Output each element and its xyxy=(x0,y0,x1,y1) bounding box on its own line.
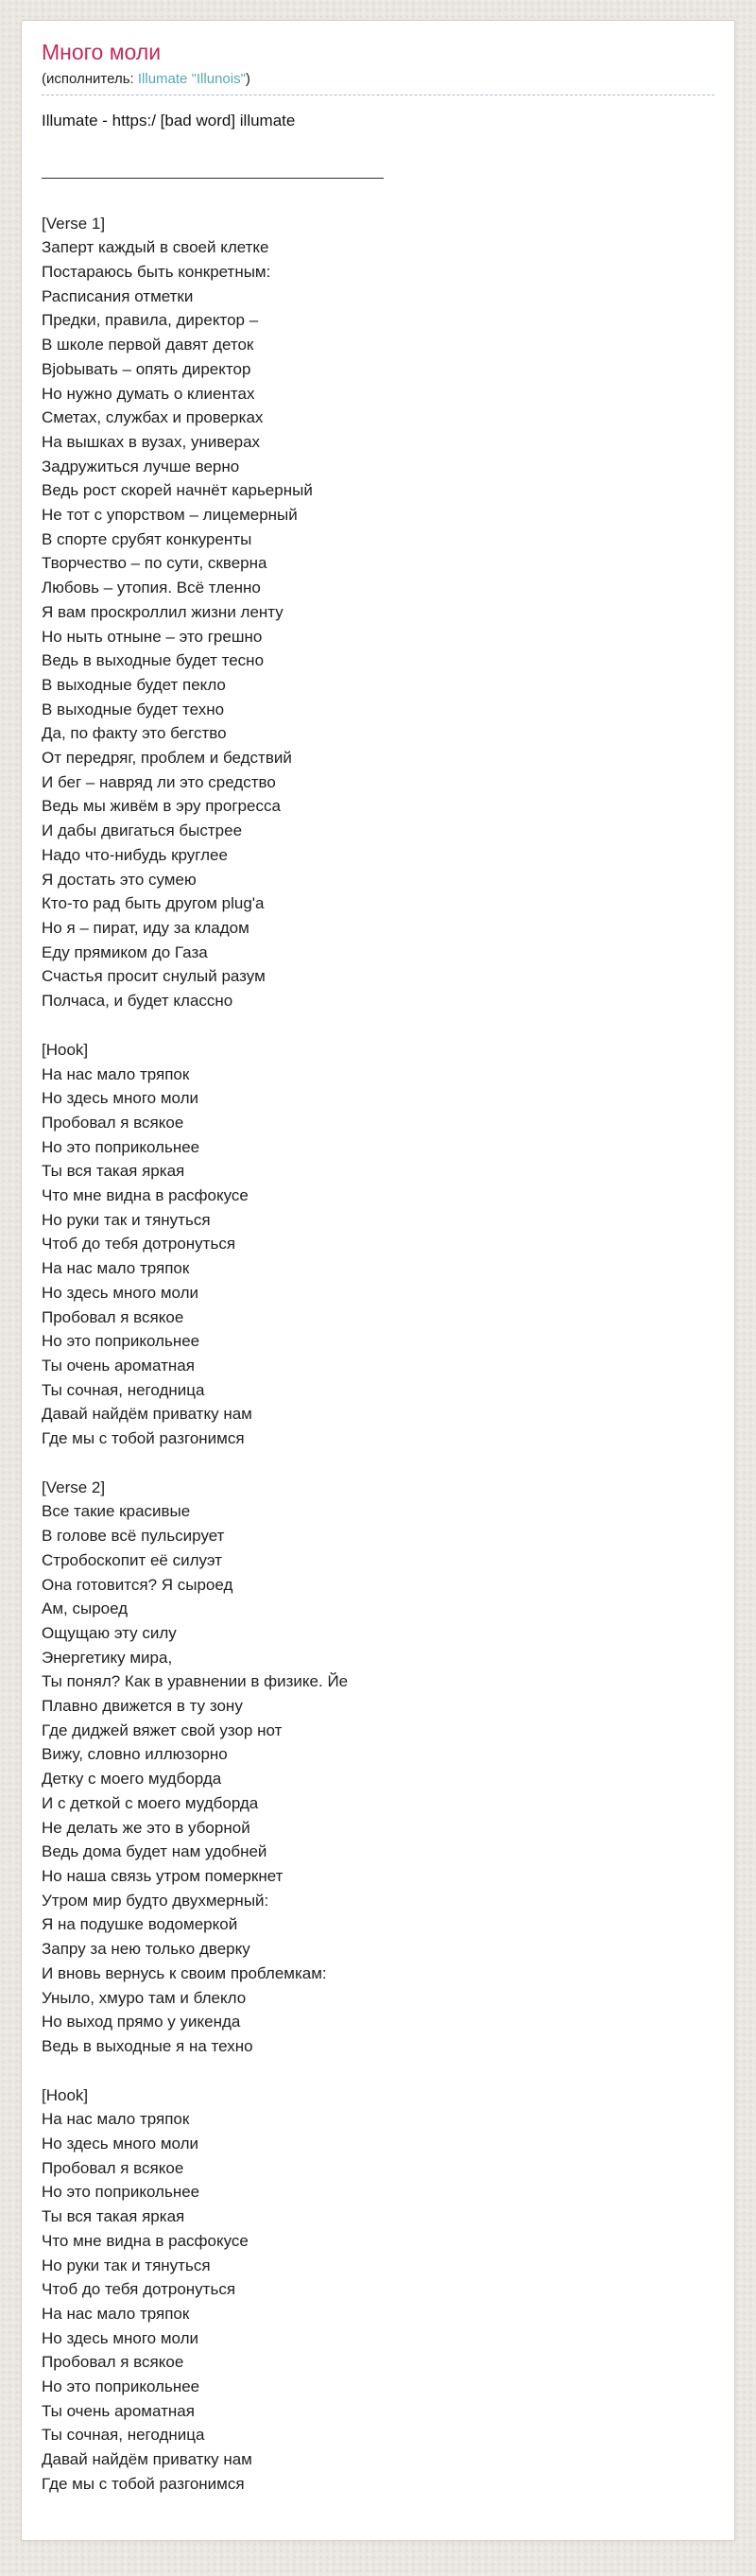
lyric-line: И дабы двигаться быстрее xyxy=(42,821,243,840)
lyric-line: В голове всё пульсирует xyxy=(42,1527,225,1546)
lyric-line: Ты очень ароматная xyxy=(42,2401,195,2420)
lyric-line: Пробовал я всякое xyxy=(42,1307,184,1326)
lyric-line: Она готовится? Я сыроед xyxy=(42,1575,233,1594)
lyric-line: Пробовал я всякое xyxy=(42,2158,184,2177)
lyric-line: Сметах, службах и проверках xyxy=(42,408,264,427)
lyric-line: [Verse 1] xyxy=(42,214,106,233)
lyric-line: Но я – пират, иду за кладом xyxy=(42,918,249,937)
lyric-line: Пробовал я всякое xyxy=(42,2353,184,2372)
lyric-line: Уныло, хмуро там и блекло xyxy=(42,1988,247,2007)
lyric-line: Ведь рост скорей начнёт карьерный xyxy=(42,481,313,500)
lyric-line: Ты понял? Как в уравнении в физике. Йе xyxy=(42,1672,349,1691)
lyric-line: В выходные будет техно xyxy=(42,700,225,718)
lyric-line: Задружиться лучше верно xyxy=(42,457,240,475)
lyric-line: Я достать это сумею xyxy=(42,870,197,889)
lyric-line: [Hook] xyxy=(42,1040,89,1059)
lyric-line: Ты очень ароматная xyxy=(42,1356,195,1374)
lyric-line: Энергетику мира, xyxy=(42,1648,173,1667)
lyric-line: Ты вся такая яркая xyxy=(42,1162,185,1181)
lyric-line: Чтоб до тебя дотронуться xyxy=(42,1235,236,1253)
lyric-line: В выходные будет пекло xyxy=(42,675,226,694)
lyric-line: Но здесь много моли xyxy=(42,2328,199,2347)
lyric-line: Не тот с упорством – лицемерный xyxy=(42,506,298,525)
lyric-line: Я на подушке водомеркой xyxy=(42,1915,238,1934)
lyric-line: [Hook] xyxy=(42,2085,89,2104)
lyric-line: Постараюсь быть конкретным: xyxy=(42,263,271,281)
lyric-line: И с деткой с моего мудборда xyxy=(42,1793,259,1812)
lyric-line: На нас мало тряпок xyxy=(42,1259,190,1278)
artist-suffix: ) xyxy=(245,70,250,87)
lyric-line: Да, по факту это бегство xyxy=(42,724,227,743)
lyric-line: Давай найдём приватку нам xyxy=(42,1405,252,1424)
lyric-line: И бег – навряд ли это средство xyxy=(42,772,276,791)
lyric-line: Стробоскопит её силуэт xyxy=(42,1550,222,1569)
lyric-line: На нас мало тряпок xyxy=(42,2110,190,2129)
lyric-line: Но руки так и тянуться xyxy=(42,1210,211,1229)
lyric-line: Я вам проскроллил жизни ленту xyxy=(42,602,284,621)
lyric-line: В спорте срубят конкуренты xyxy=(42,529,252,548)
lyric-line: Но ныть отныне – это грешно xyxy=(42,627,263,646)
lyric-line: Но это поприкольнее xyxy=(42,2183,200,2202)
lyric-line: Заперт каждый в своей клетке xyxy=(42,238,269,257)
lyric-line: Но наша связь утром померкнет xyxy=(42,1867,284,1885)
lyric-line: Но нужно думать о клиентах xyxy=(42,384,255,403)
lyric-line: Где мы с тобой разгонимся xyxy=(42,1429,245,1448)
lyric-line: На нас мало тряпок xyxy=(42,1064,190,1083)
lyric-line: Детку с моего мудборда xyxy=(42,1770,222,1789)
lyric-line: И вновь вернусь к своим проблемкам: xyxy=(42,1963,327,1982)
lyric-line: Но здесь много моли xyxy=(42,2135,199,2153)
divider-line xyxy=(42,178,384,179)
lyric-line: Еду прямиком до Газа xyxy=(42,942,208,961)
lyric-line: Вjobывать – опять директор xyxy=(42,359,251,378)
lyric-line: Но руки так и тянуться xyxy=(42,2256,211,2274)
lyric-line: От передряг, проблем и бедствий xyxy=(42,749,292,768)
lyric-line: Пробовал я всякое xyxy=(42,1113,184,1132)
lyric-line: Расписания отметки xyxy=(42,286,194,305)
lyric-line: Утром мир будто двухмерный: xyxy=(42,1891,269,1910)
lyric-line: Ведь в выходные будет тесно xyxy=(42,651,265,670)
lyric-line: Ведь в выходные я на техно xyxy=(42,2036,253,2055)
artist-line xyxy=(42,71,714,95)
lyric-line: Ведь мы живём в эру прогресса xyxy=(42,797,281,816)
lyric-line: Давай найдём приватку нам xyxy=(42,2450,252,2469)
lyric-line: Что мне видна в расфокусе xyxy=(42,1186,249,1205)
lyric-line: Но это поприкольнее xyxy=(42,1137,200,1156)
lyric-line: Не делать же это в уборной xyxy=(42,1818,250,1837)
lyric-line: Кто-то рад быть другом plug'a xyxy=(42,894,265,913)
artist-link[interactable]: Illumate "Illunois" xyxy=(137,70,246,87)
lyric-line: Надо что-нибудь круглее xyxy=(42,845,228,864)
lyric-line: Предки, правила, директор – xyxy=(42,311,259,330)
lyric-section xyxy=(42,1476,714,2059)
lyric-line: Ты сочная, негодница xyxy=(42,2426,205,2445)
lyric-line: Но выход прямо у уикенда xyxy=(42,2013,241,2031)
lyric-line: Все такие красивые xyxy=(42,1502,191,1521)
lyric-line: Что мне видна в расфокусе xyxy=(42,2231,249,2250)
lyric-section xyxy=(42,2083,714,2497)
lyrics-card xyxy=(21,20,735,2541)
lyric-line: Ведь дома будет нам удобней xyxy=(42,1842,267,1861)
lyric-line: Запру за нею только дверку xyxy=(42,1940,250,1959)
lyric-line: В школе первой давят деток xyxy=(42,336,254,354)
lyric-line: Где диджей вяжет свой узор нот xyxy=(42,1720,283,1739)
lyric-line: Ам, сыроед xyxy=(42,1599,129,1618)
lyric-line: Но здесь много моли xyxy=(42,1089,199,1108)
lyric-line: Где мы с тобой разгонимся xyxy=(42,2474,245,2493)
lyric-section xyxy=(42,212,714,1013)
lyric-line: На вышках в вузах, универах xyxy=(42,432,261,451)
track-subtitle: Illumate - https:/ [bad word] illumate xyxy=(42,111,296,130)
lyric-line: [Verse 2] xyxy=(42,1478,106,1496)
lyric-line: Ощущаю эту силу xyxy=(42,1623,177,1642)
artist-label: (исполнитель: xyxy=(42,70,138,87)
lyric-line: Чтоб до тебя дотронуться xyxy=(42,2280,236,2299)
lyric-line: Любовь – утопия. Всё тленно xyxy=(42,579,261,597)
lyric-section xyxy=(42,1038,714,1451)
lyric-line: Полчаса, и будет классно xyxy=(42,992,233,1011)
page-title: Много моли xyxy=(42,40,162,64)
lyric-line: Ты сочная, негодница xyxy=(42,1380,205,1399)
lyric-line: Счастья просит снулый разум xyxy=(42,967,266,986)
lyric-line: Творчество – по сути, скверна xyxy=(42,554,267,573)
lyric-line: Но это поприкольнее xyxy=(42,2377,200,2396)
lyric-line: Плавно движется в ту зону xyxy=(42,1697,243,1716)
lyric-line: Но это поприкольнее xyxy=(42,1332,200,1351)
lyric-line: Но здесь много моли xyxy=(42,1283,199,1302)
lyric-line: Вижу, словно иллюзорно xyxy=(42,1745,228,1764)
lyrics-text xyxy=(42,212,714,2497)
lyric-line: На нас мало тряпок xyxy=(42,2304,190,2323)
lyric-line: Ты вся такая яркая xyxy=(42,2207,185,2226)
